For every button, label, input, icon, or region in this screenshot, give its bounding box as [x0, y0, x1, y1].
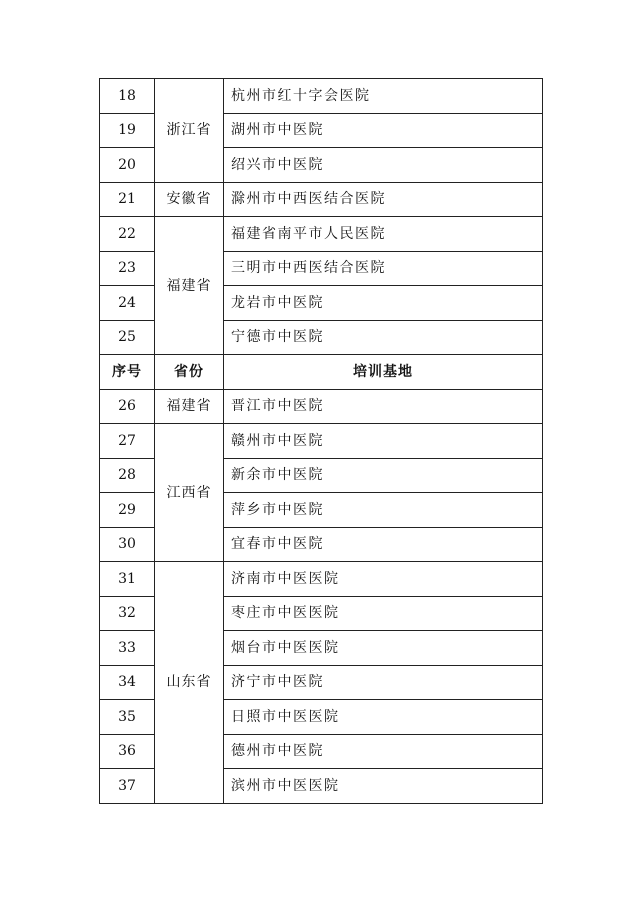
training-base: 晋江市中医院	[224, 389, 543, 424]
row-index: 33	[100, 631, 155, 666]
training-base: 滨州市中医医院	[224, 769, 543, 804]
row-index: 26	[100, 389, 155, 424]
training-base: 枣庄市中医医院	[224, 596, 543, 631]
row-index: 18	[100, 79, 155, 114]
row-index: 21	[100, 182, 155, 217]
province-cell-fujian: 福建省	[155, 389, 224, 424]
row-index: 30	[100, 527, 155, 562]
training-base: 龙岩市中医院	[224, 286, 543, 321]
header-province: 省份	[155, 355, 224, 390]
row-index: 19	[100, 113, 155, 148]
table-row	[100, 79, 543, 114]
training-base: 烟台市中医医院	[224, 631, 543, 666]
row-index: 34	[100, 665, 155, 700]
row-index: 29	[100, 493, 155, 528]
table-header-row	[100, 355, 543, 390]
training-base: 绍兴市中医院	[224, 148, 543, 183]
row-index: 37	[100, 769, 155, 804]
table-row	[100, 217, 543, 252]
training-base: 杭州市红十字会医院	[224, 79, 543, 114]
row-index: 32	[100, 596, 155, 631]
row-index: 35	[100, 700, 155, 735]
table-row	[100, 562, 543, 597]
row-index: 31	[100, 562, 155, 597]
table-row	[100, 389, 543, 424]
training-base: 福建省南平市人民医院	[224, 217, 543, 252]
row-index: 20	[100, 148, 155, 183]
training-base: 宜春市中医院	[224, 527, 543, 562]
header-index: 序号	[100, 355, 155, 390]
row-index: 25	[100, 320, 155, 355]
row-index: 24	[100, 286, 155, 321]
row-index: 27	[100, 424, 155, 459]
row-index: 28	[100, 458, 155, 493]
training-base: 萍乡市中医院	[224, 493, 543, 528]
province-cell-zhejiang: 浙江省	[155, 79, 224, 183]
training-base: 滁州市中西医结合医院	[224, 182, 543, 217]
province-cell-jiangxi: 江西省	[155, 424, 224, 562]
training-base: 三明市中西医结合医院	[224, 251, 543, 286]
province-cell-shandong: 山东省	[155, 562, 224, 804]
province-cell-anhui: 安徽省	[155, 182, 224, 217]
training-base: 日照市中医医院	[224, 700, 543, 735]
hospital-table	[99, 78, 543, 804]
training-base: 赣州市中医院	[224, 424, 543, 459]
training-base: 济南市中医医院	[224, 562, 543, 597]
header-training-base: 培训基地	[224, 355, 543, 390]
row-index: 22	[100, 217, 155, 252]
province-cell-fujian: 福建省	[155, 217, 224, 355]
training-base: 济宁市中医院	[224, 665, 543, 700]
training-base: 湖州市中医院	[224, 113, 543, 148]
table-row	[100, 182, 543, 217]
row-index: 36	[100, 734, 155, 769]
training-base: 新余市中医院	[224, 458, 543, 493]
training-base: 宁德市中医院	[224, 320, 543, 355]
training-base: 德州市中医院	[224, 734, 543, 769]
table-row	[100, 424, 543, 459]
row-index: 23	[100, 251, 155, 286]
